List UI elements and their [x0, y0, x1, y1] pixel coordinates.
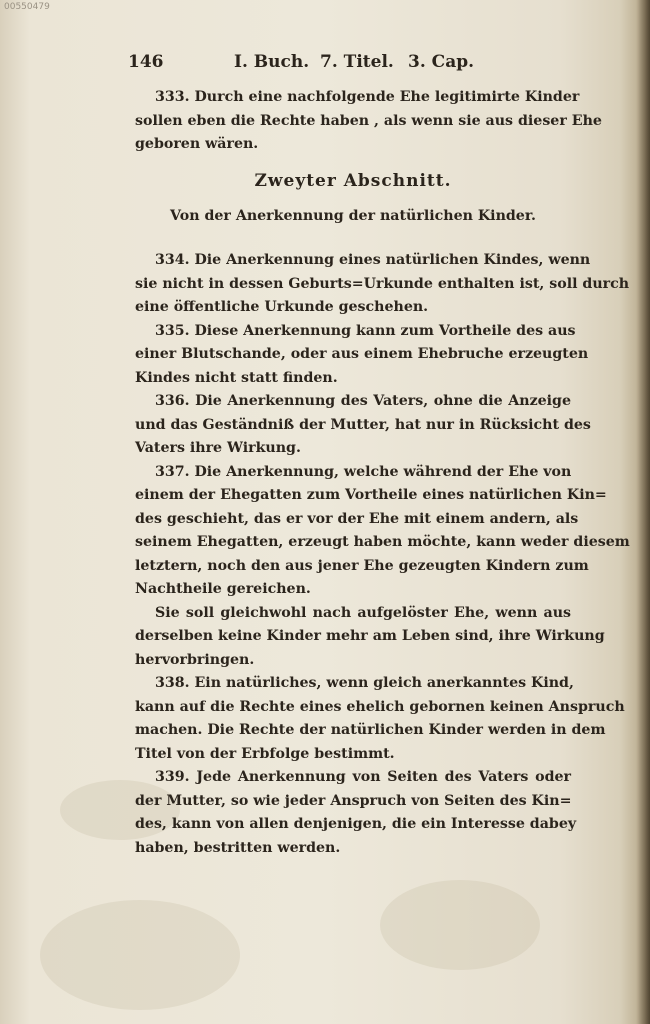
text-line: Sie soll gleichwohl nach aufgelöster Ehe, wenn aus [155, 604, 571, 621]
text-line: letztern, noch den aus jener Ehe gezeugten Kindern zum [135, 557, 589, 574]
section-subtitle: Von der Anerkennung der natürlichen Kinder. [170, 208, 536, 224]
text-line: 333. Durch eine nachfolgende Ehe legitimirte Kinder [155, 89, 580, 105]
text-line: 334. Die Anerkennung eines natürlichen Kindes, wenn [155, 252, 591, 268]
header-book: I. Buch. [234, 52, 310, 72]
text-line: sie nicht in dessen Geburts=Urkunde enthalten ist, soll durch [135, 275, 630, 292]
binding-shadow [636, 0, 650, 1024]
text-line: einem der Ehegatten zum Vortheile eines natürlichen Kin= [135, 487, 607, 503]
text-line: kann auf die Rechte eines ehelich gebornen keinen Anspruch [135, 698, 625, 715]
text-line: 337. Die Anerkennung, welche während der Ehe von [155, 463, 572, 480]
text-line: derselben keine Kinder mehr am Leben sind, ihre Wirkung [135, 628, 605, 644]
text-line: sollen eben die Rechte haben , als wenn sie aus dieser Ehe [135, 112, 602, 129]
text-line: seinem Ehegatten, erzeugt haben möchte, kann weder diesem [135, 534, 630, 550]
header-chapter: 3. Cap. [408, 52, 475, 72]
text-line: und das Geständniß der Mutter, hat nur in Rücksicht des [135, 416, 591, 433]
text-line: Vaters ihre Wirkung. [135, 440, 301, 456]
text-line: machen. Die Rechte der natürlichen Kinder werden in dem [135, 722, 606, 738]
text-line: 335. Diese Anerkennung kann zum Vortheile des aus [155, 322, 576, 339]
text-line: haben, bestritten werden. [135, 839, 341, 856]
text-line: Nachtheile gereichen. [135, 581, 311, 597]
text-line: eine öffentliche Urkunde geschehen. [135, 299, 429, 315]
paragraph-333 [135, 86, 602, 157]
running-header [128, 52, 568, 76]
scan-id-watermark: 00550479 [4, 2, 50, 12]
paper-stain [40, 900, 240, 1010]
text-line: einer Blutschande, oder aus einem Ehebruche erzeugten [135, 346, 589, 362]
page-number: 146 [128, 52, 164, 72]
text-line: 339. Jede Anerkennung von Seiten des Vaters oder [155, 769, 571, 785]
text-line: Titel von der Erbfolge bestimmt. [135, 745, 395, 762]
text-line: des geschieht, das er vor der Ehe mit einem andern, als [135, 510, 579, 527]
text-line: des, kann von allen denjenigen, die ein Interesse dabey [135, 816, 577, 832]
body-text [135, 249, 630, 860]
section-title: Zweyter Abschnitt. [254, 171, 452, 191]
text-line: geboren wären. [135, 136, 259, 152]
text-line: Kindes nicht statt finden. [135, 369, 338, 386]
text-line: 336. Die Anerkennung des Vaters, ohne die Anzeige [155, 393, 571, 409]
paper-stain [380, 880, 540, 970]
header-title: 7. Titel. [320, 52, 394, 72]
text-line: hervorbringen. [135, 651, 255, 668]
text-line: der Mutter, so wie jeder Anspruch von Seiten des Kin= [135, 792, 572, 809]
text-line: 338. Ein natürliches, wenn gleich anerkanntes Kind, [155, 675, 574, 691]
